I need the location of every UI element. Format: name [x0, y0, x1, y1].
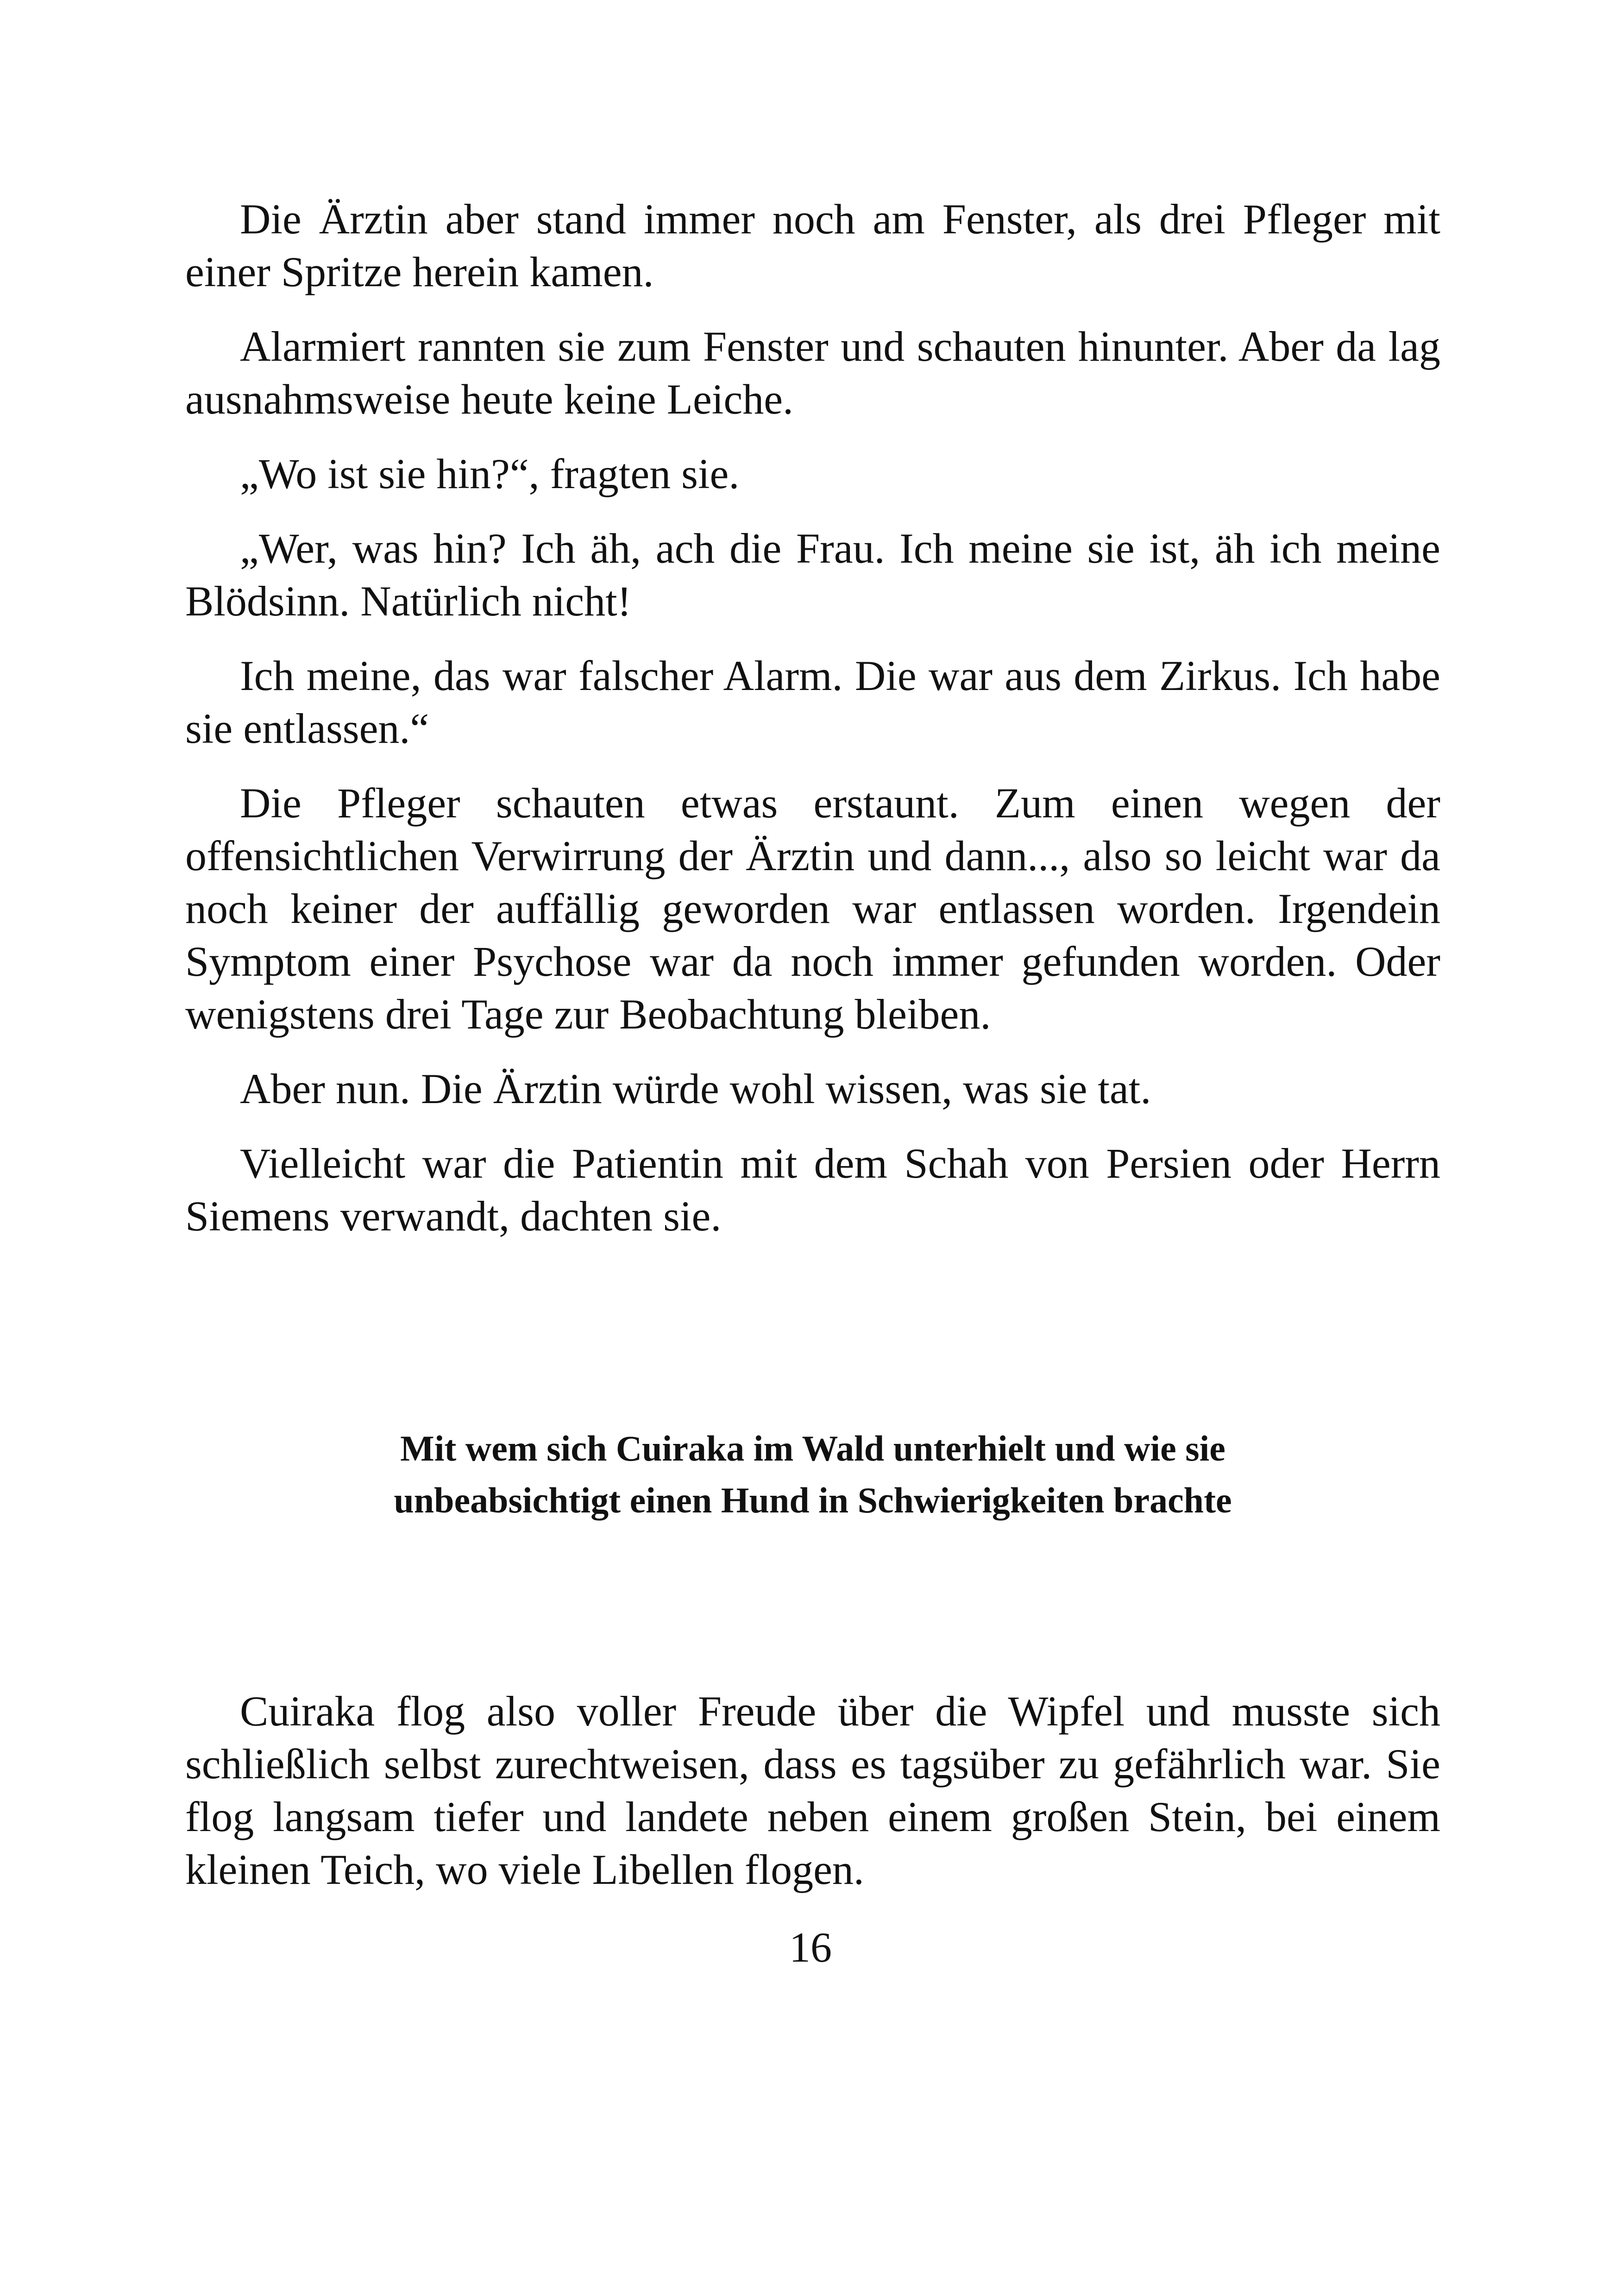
- chapter-heading-line: unbeabsichtigt einen Hund in Schwierigkeiten brachte: [394, 1480, 1232, 1520]
- paragraph: Alarmiert rannten sie zum Fenster und schauten hinunter. Aber da lag ausnahmsweise heute keine Leiche.: [185, 323, 1440, 423]
- body-text-top: [185, 193, 1440, 1264]
- paragraph: Die Ärztin aber stand immer noch am Fenster, als drei Pfleger mit einer Spritze herein kamen.: [185, 195, 1440, 295]
- page-number: 16: [789, 1924, 832, 1971]
- paragraph: Cuiraka flog also voller Freude über die Wipfel und musste sich schließlich selbst zurechtweisen, dass es tagsüber zu gefährlich war. Sie flog langsam tiefer und landete neben einem großen Stein, bei einem kleinen Teich, wo viele Libellen flogen.: [185, 1687, 1440, 1893]
- body-text-bottom: [185, 1685, 1440, 1918]
- paragraph: Aber nun. Die Ärztin würde wohl wissen, was sie tat.: [240, 1065, 1151, 1112]
- paragraph: „Wo ist sie hin?“, fragten sie.: [240, 450, 740, 497]
- paragraph: „Wer, was hin? Ich äh, ach die Frau. Ich meine sie ist, äh ich meine Blödsinn. Natürlich nicht!: [185, 525, 1440, 625]
- paragraph: Ich meine, das war falscher Alarm. Die war aus dem Zirkus. Ich habe sie entlassen.“: [185, 652, 1440, 752]
- paragraph: Vielleicht war die Patientin mit dem Schah von Persien oder Herrn Siemens verwandt, dachten sie.: [185, 1140, 1440, 1240]
- chapter-heading-line: Mit wem sich Cuiraka im Wald unterhielt und wie sie: [400, 1428, 1225, 1468]
- chapter-heading: [185, 1423, 1440, 1526]
- paragraph: Die Pfleger schauten etwas erstaunt. Zum einen wegen der offensichtlichen Verwirrung der Ärztin und dann..., also so leicht war da noch keiner der auffällig geworden war entlassen worden. Irgendein Symptom einer Psychose war da noch immer gefunden worden. Oder wenigstens drei Tage zur Beobachtung bleiben.: [185, 779, 1440, 1038]
